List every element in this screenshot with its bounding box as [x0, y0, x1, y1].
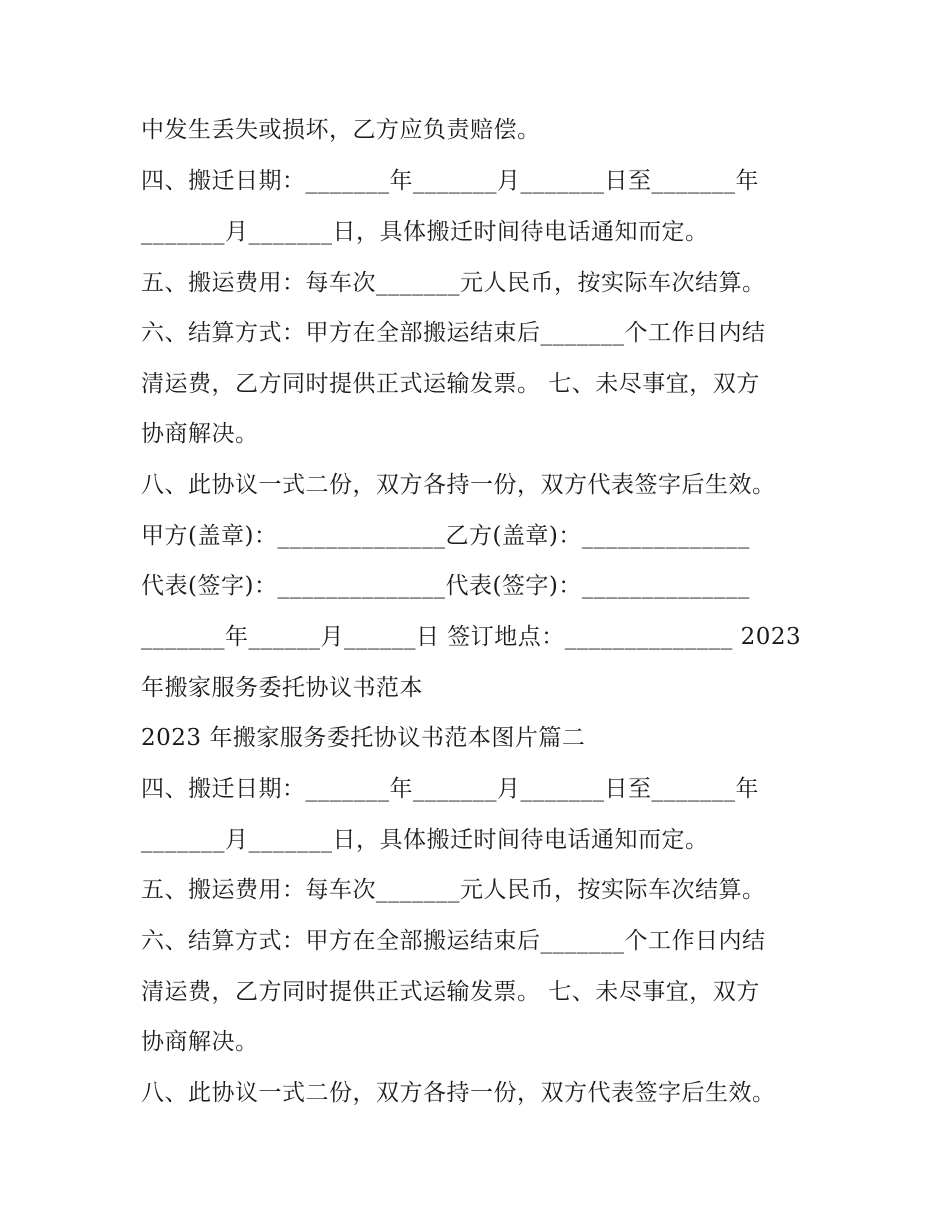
text-line: 八、此协议一式二份，双方各持一份，双方代表签字后生效。	[141, 1080, 776, 1106]
text-line: 甲方(盖章)：______________乙方(盖章)：______________	[141, 523, 750, 549]
text-line: _______月_______日，具体搬迁时间待电话通知而定。	[141, 219, 709, 245]
text-line: 四、搬迁日期：_______年_______月_______日至_______年	[141, 776, 759, 802]
text-line: 四、搬迁日期：_______年_______月_______日至_______年	[141, 168, 759, 194]
text-line: 清运费，乙方同时提供正式运输发票。 七、未尽事宜，双方	[141, 371, 760, 397]
text-line: 五、搬运费用：每车次_______元人民币，按实际车次结算。	[141, 877, 766, 903]
text-line: 八、此协议一式二份，双方各持一份，双方代表签字后生效。	[141, 472, 776, 498]
section-heading: 2023 年搬家服务委托协议书范本图片篇二	[141, 725, 586, 751]
text-line: 协商解决。	[141, 421, 259, 447]
text-line: 清运费，乙方同时提供正式运输发票。 七、未尽事宜，双方	[141, 979, 760, 1005]
text-line: 代表(签字)：______________代表(签字)：______________	[141, 573, 750, 599]
text-line: 六、结算方式：甲方在全部搬运结束后_______个工作日内结	[141, 320, 766, 346]
text-line: 协商解决。	[141, 1029, 259, 1055]
text-line: _______月_______日，具体搬迁时间待电话通知而定。	[141, 827, 709, 853]
text-line: 年搬家服务委托协议书范本	[141, 675, 423, 701]
text-line: 五、搬运费用：每车次_______元人民币，按实际车次结算。	[141, 270, 766, 296]
text-line: 六、结算方式：甲方在全部搬运结束后_______个工作日内结	[141, 928, 766, 954]
text-line: 中发生丢失或损坏，乙方应负责赔偿。	[141, 117, 541, 143]
text-line: _______年______月______日 签订地点：______________ 2023	[141, 624, 802, 650]
